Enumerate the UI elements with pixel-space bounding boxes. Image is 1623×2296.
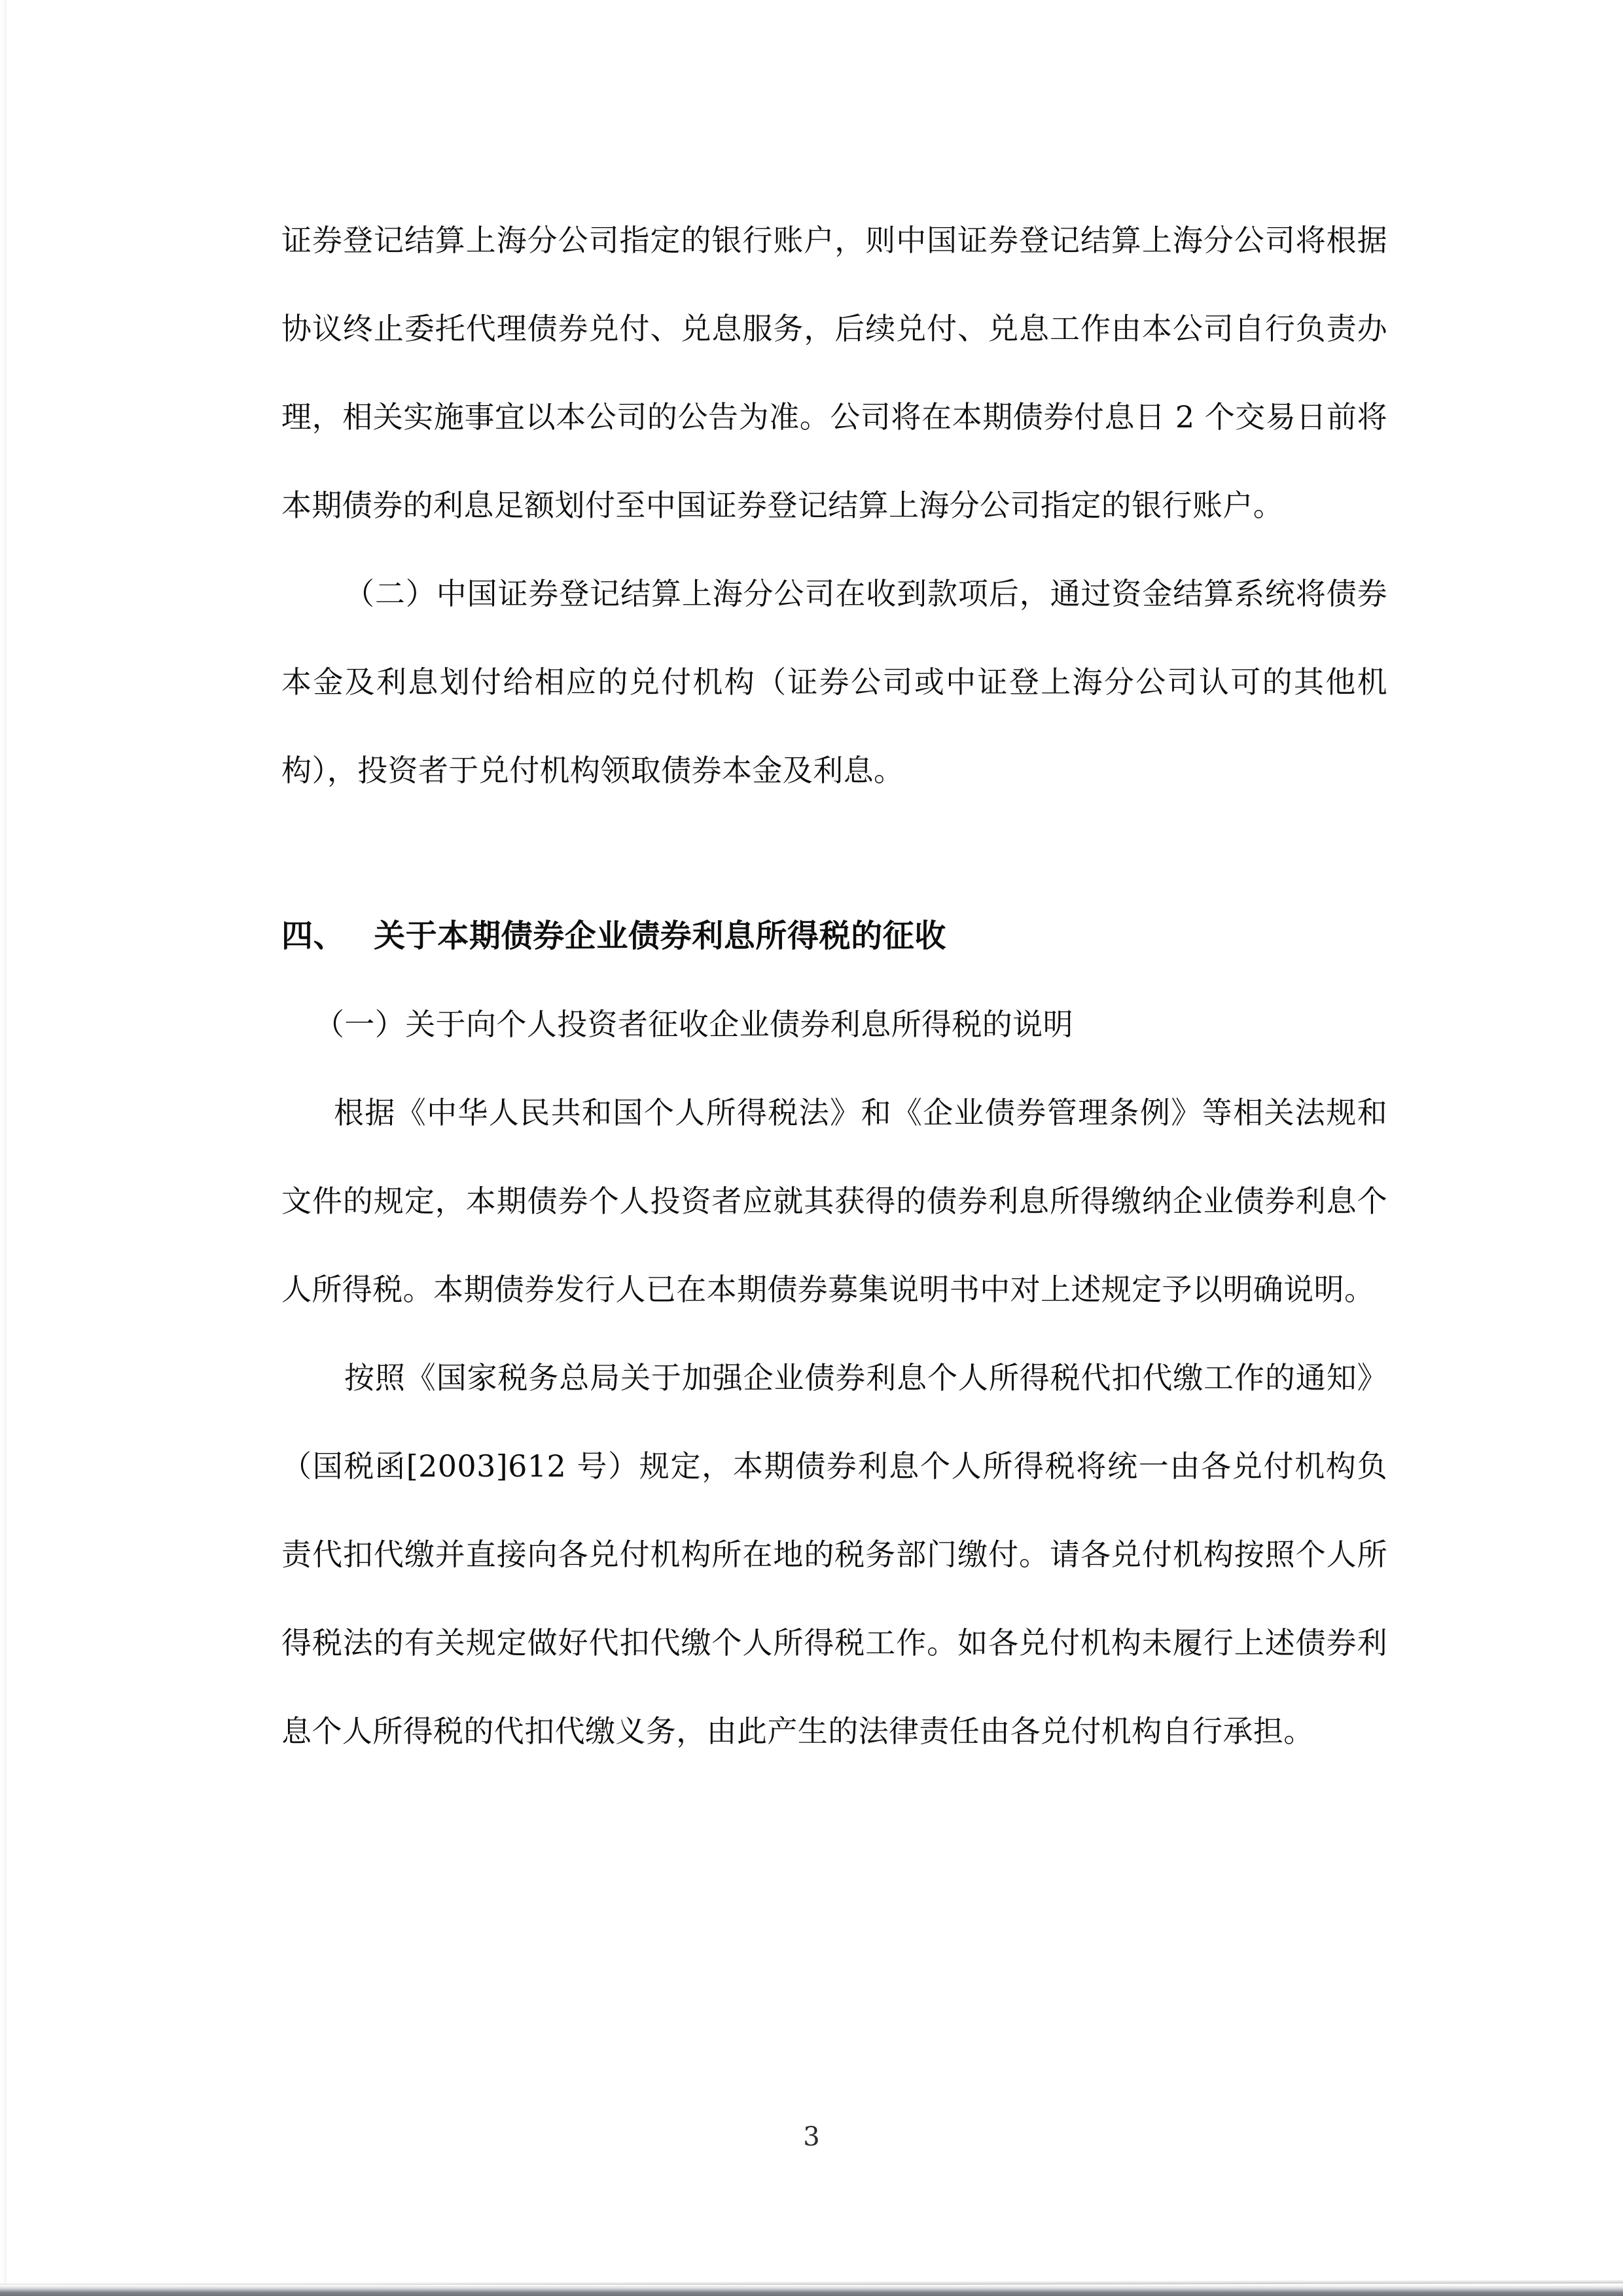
- document-body: [281, 196, 1387, 1776]
- section-heading-number: 四、: [281, 918, 346, 954]
- scan-artifact-bottom-edge: [0, 2285, 1623, 2296]
- section-spacer: [281, 815, 1387, 892]
- page-number: 3: [803, 2122, 820, 2152]
- paragraph-withholding-duty: 按照《国家税务总局关于加强企业债券利息个人所得税代扣代缴工作的通知》（国税函[2003]612 号）规定，本期债券利息个人所得税将统一由各兑付机构负责代扣代缴并直接向各兑付机构所在地的税务部门缴付。请各兑付机构按照个人所得税法的有关规定做好代扣代缴个人所得税工作。如各兑付机构未履行上述债券利息个人所得税的代扣代缴义务，由此产生的法律责任由各兑付机构自行承担。: [281, 1360, 1387, 1749]
- paragraph-item-two: （二）中国证券登记结算上海分公司在收到款项后，通过资金结算系统将债券本金及利息划付给相应的兑付机构（证券公司或中证登上海分公司认可的其他机构），投资者于兑付机构领取债券本金及利息。: [281, 576, 1387, 788]
- section-heading-four: [281, 892, 1387, 980]
- paragraph-legal-basis: 根据《中华人民共和国个人所得税法》和《企业债券管理条例》等相关法规和文件的规定，本期债券个人投资者应就其获得的债券利息所得缴纳企业债券利息个人所得税。本期债券发行人已在本期债券募集说明书中对上述规定予以明确说明。: [281, 1095, 1387, 1307]
- paragraph-item-one: （一）关于向个人投资者征收企业债券利息所得税的说明: [314, 1007, 1073, 1042]
- scan-artifact-left-line: [5, 0, 7, 2296]
- paragraph-continuation: 证券登记结算上海分公司指定的银行账户，则中国证券登记结算上海分公司将根据协议终止委托代理债券兑付、兑息服务，后续兑付、兑息工作由本公司自行负责办理，相关实施事宜以本公司的公告为准。公司将在本期债券付息日 2 个交易日前将本期债券的利息足额划付至中国证券登记结算上海分公司指定的银行账户。: [281, 223, 1387, 523]
- section-heading-text: 关于本期债券企业债券利息所得税的征收: [374, 918, 947, 954]
